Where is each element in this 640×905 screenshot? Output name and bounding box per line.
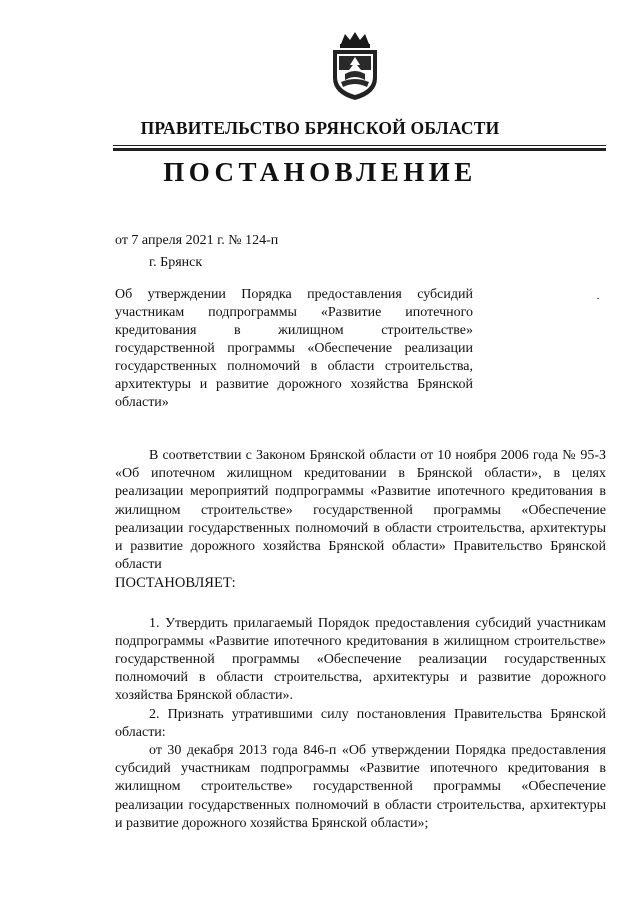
header-rule-thin (113, 145, 606, 146)
decree-word: ПОСТАНОВЛЯЕТ: (115, 575, 236, 592)
coat-of-arms-icon (327, 30, 383, 102)
document-body (115, 447, 606, 833)
preamble-paragraph: В соответствии с Законом Брянской области от 10 ноября 2006 года № 95-З «Об ипотечном жилищном кредитовании в Брянской области», в целях реализации мероприятий подпрограммы «Развитие ипотечного кредитования в жилищном строительстве» государственной программы «Обеспечение реализации государственных полномочий в области строительства, архитектуры и развитие дорожного хозяйства Брянской области» Правительство Брянской области (115, 448, 606, 573)
document-type-title: ПОСТАНОВЛЕНИЕ (163, 157, 477, 187)
item-1: 1. Утвердить прилагаемый Порядок предоставления субсидий участникам подпрограммы «Развитие ипотечного кредитования в жилищном строительстве» государственной программы «Обеспечение реализации государственных полномочий в области строительства, архитектуры и развитие дорожного хозяйства Брянской области». (115, 615, 606, 704)
document-subject: Об утверждении Порядка предоставления субсидий участникам подпрограммы «Развитие ипотечного кредитования в жилищном строительстве» государственной программы «Обеспечение реализации государственных полномочий в области строительства, архитектуры и развитие дорожного хозяйства Брянской области» (115, 287, 473, 410)
government-name: ПРАВИТЕЛЬСТВО БРЯНСКОЙ ОБЛАСТИ (140, 118, 500, 138)
scan-speck (597, 298, 599, 299)
city: г. Брянск (149, 255, 203, 270)
date-number: от 7 апреля 2021 г. № 124-п (115, 233, 279, 248)
header-rule-thick (113, 148, 606, 151)
item-2-sub-1: от 30 декабря 2013 года 846-п «Об утверждении Порядка предоставления субсидий участникам подпрограммы «Развитие ипотечного кредитования в жилищном строительстве» государственной программы «Обеспечение реализации государственных полномочий в области строительства, архитектуры и развитие дорожного хозяйства Брянской области»; (115, 743, 606, 831)
item-2: 2. Признать утратившими силу постановления Правительства Брянской области: (115, 706, 606, 740)
